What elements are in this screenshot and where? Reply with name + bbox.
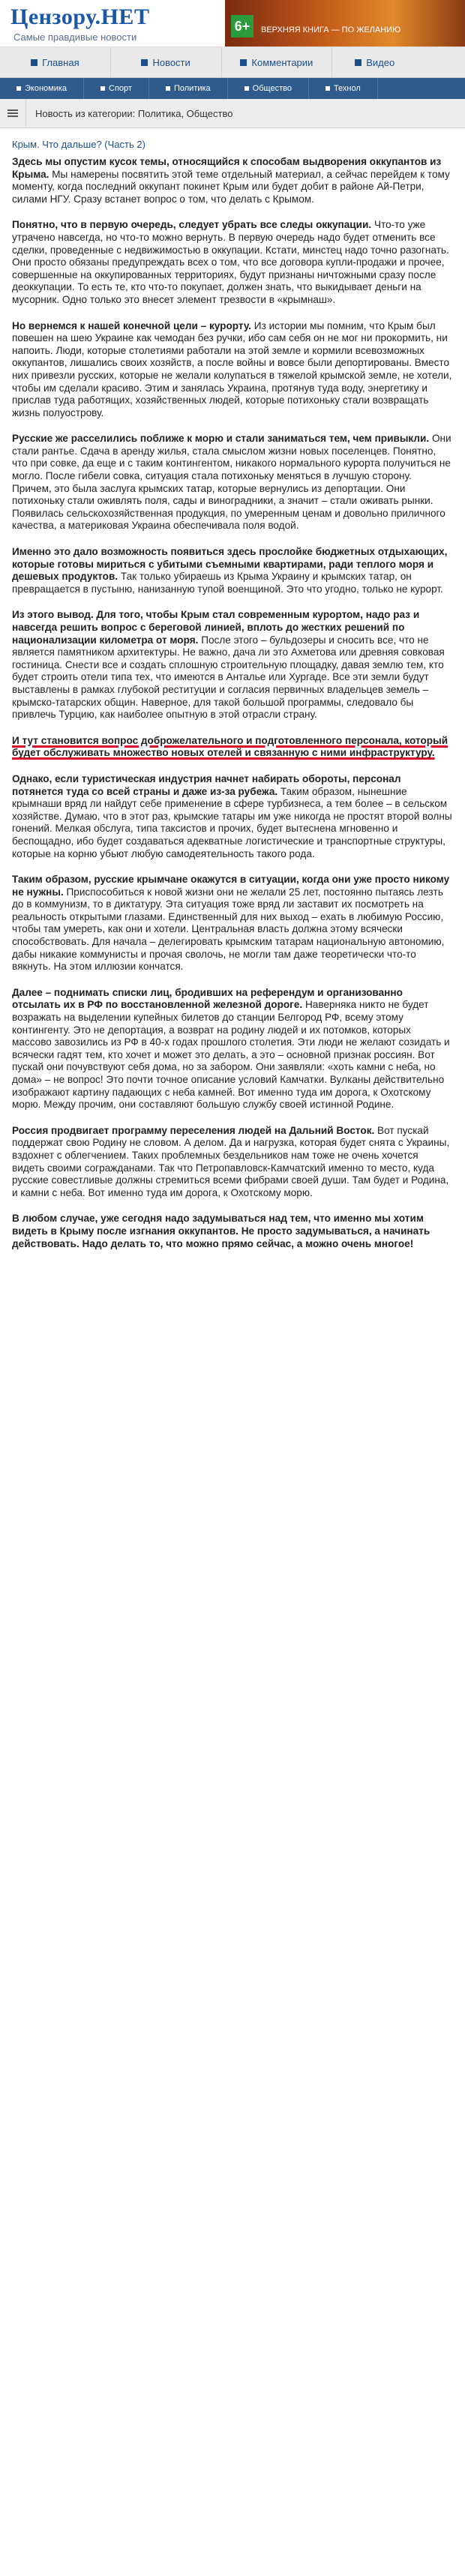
paragraph-body: После этого – бульдозеры и сносить все, что не является памятником архитектуры. Не важно, дача ли это Ахметова или древняя совковая гостиница. Снести все и создать сплошную строительную площадку, давая землю тем, кто будет строить отели типа тех, что имеются в Анталье или Хургаде. Все эти земли будут выставлены в рамках глубокой реституции и согласия первичных владельцев земель – крымско-татарских общин. Наверное, для такой большой программы, следовало бы привлечь Турцию, как наиболее опытную в этой отрасли страну. <box>12 634 445 721</box>
paragraph-lead: Россия продвигает программу переселения людей на Дальний Восток. <box>12 1124 375 1136</box>
paragraph-body: Что-то уже утрачено навсегда, но что-то можно вернуть. В первую очередь надо будет отменить все сделки, проведенные с недвижимостью в оккупации. Кстати, минстец надо точно разогнать. Они просто обязаны предупреждать всех о том, что все договора купли-продажи и прочее, совершенные на оккупированных территориях, будут признаны ничтожными сразу после деоккупации. То есть те, кто что-то покупает, должен знать, что выкидывает деньги на мусорник. Одно только это внесет элемент трезвости в «крымнаш». <box>12 219 449 305</box>
nav-label: Новости <box>152 56 190 68</box>
subnav-item-tech[interactable] <box>309 78 378 99</box>
paragraph-body: Мы намерены посвятить этой теме отдельный материал, а сейчас перейдем к тому моменту, когда последний оккупант покинет Крым или будет добит в районе Ай-Петри, силами НГУ. Сразу встанет вопрос о том, что делать с Крымом. <box>12 168 450 205</box>
paragraph-lead: Но вернемся к нашей конечной цели – курорту. <box>12 319 252 331</box>
article-paragraph <box>12 773 453 860</box>
paragraph-lead: Понятно, что в первую очередь, следует убрать все следы оккупации. <box>12 219 372 231</box>
nav-home[interactable] <box>0 47 111 77</box>
paragraph-lead: И тут становится вопрос доброжелательного и подготовленного персонала, который будет обслуживать множество новых отелей и связанную с ними инфраструктуру. <box>12 734 448 759</box>
article-paragraph <box>12 546 453 595</box>
article-paragraph-highlighted <box>12 735 453 760</box>
article-paragraph <box>12 987 453 1111</box>
bullet-icon <box>166 86 170 91</box>
paragraph-body: Из истории мы помним, что Крым был повешен на шею Украине как чемодан без ручки, ибо сам себя он не мог ни прокормить, ни напоить. Люди, которые столетиями работали на этой земле и кормили всевозможных оккупантов, лишались своих хозяйств, а после войны и вовсе были депортированы. Вместо них привезли русских, которые не желали колупаться в тяжелой крымской земле, не хотели, чтобы им сделали красиво. Этим и занялась Украина, протянув туда воду, энергетику и прислав туда работящих, хозяйственных людей, которые потихоньку стали возвращать жизнь полуострову. <box>12 319 452 418</box>
subnav-label: Политика <box>173 84 211 93</box>
paragraph-lead: Однако, если туристическая индустрия начнет набирать обороты, персонал потянется туда со всей страны и даже из-за рубежа. <box>12 772 401 797</box>
video-icon <box>355 59 362 66</box>
subnav-item-economy[interactable] <box>0 78 84 99</box>
paragraph-lead: Далее – поднимать списки лиц, бродивших на референдум и организованно отсылать их в РФ по восстановленной железной дороге. <box>12 986 403 1011</box>
paragraph-body: Наверняка никто не будет возражать на выделении купейных билетов до станции Белгород РФ, всему этому контингенту. Это не депортация, а возврат на родину людей и их потомков, которых массово завозились из РФ в 40-х годах прошлого столетия. Эти люди не желают созидать и всячески гадят тем, кто хочет и может это делать, а это – основной признак россиян. Вот пускай они почувствуют себя дома, но за забором. Они заявляли: «хоть камни с неба, но дома» – не вопрос! Это почти точное описание условий Камчатки. Вулканы действительно изображают картину падающих с неба камней. Вот именно туда им дорога, к Охотскому морю. Между прочим, они составляют большую службу своей истинной Родине. <box>12 999 450 1111</box>
paragraph-lead: Таким образом, русские крымчане окажутся в ситуации, когда они уже просто никому не нужны. <box>12 874 450 898</box>
subnav-label: Спорт <box>109 84 132 93</box>
article-paragraph <box>12 1125 453 1200</box>
article-paragraph <box>12 433 453 532</box>
paragraph-body: Таким образом, нынешние крымнаши вряд ли найдут себе применение в сфере турбизнеса, а тем более – в сельском хозяйстве. Думаю, что в этот раз, крымские татары им уже никогда не простят второй волны гонений. Мелкая обслуга, типа таксистов и прочих, будет вытеснена мгновенно и беспощадно, ибо будет создаваться адекватные логистические и транспортные структуры, которые на корню убьют любую самодеятельность такого рода. <box>12 785 452 859</box>
paragraph-body: Вот пускай поддержат свою Родину не словом. А делом. Да и нагрузка, которая будет снята с Украины, вздохнет с облегчением. Таких проблемных бездельников нам тоже не очень хочется видеть своими согражданами. Так что Петропавловск-Камчатский именно то место, куда русские совестливые должны стремиться всеми фибрами своей души. Там будет и Родина, и камни с неба. Вот именно туда им дорога, к Охотскому морю. <box>12 1124 450 1198</box>
paragraph-lead: Из этого вывод. Для того, чтобы Крым стал современным курортом, надо раз и навсегда решить вопрос с береговой линией, вплоть до жестких решений по национализации километра от моря. <box>12 609 420 646</box>
menu-icon[interactable] <box>0 99 26 127</box>
article-paragraph <box>12 874 453 973</box>
nav-video[interactable] <box>332 47 465 77</box>
paragraph-lead: Именно это дало возможность появиться здесь прослойке бюджетных отдыхающих, которые готовы мириться с убитыми съемными квартирами, ради теплого моря и дешевых продуктов. <box>12 546 448 583</box>
site-header <box>0 0 465 47</box>
news-icon <box>141 59 148 66</box>
subnav-label: Экономика <box>25 84 68 93</box>
nav-label: Комментарии <box>251 56 314 68</box>
sub-nav <box>0 78 465 99</box>
age-rating-badge: 6+ <box>231 15 254 37</box>
paragraph-body: Так только убираешь из Крыма Украину и крымских татар, он превращается в пустыню, нанизанную тупой военщиной. Это что угодно, только не курорт. <box>12 571 443 595</box>
article-paragraph <box>12 1213 453 1250</box>
comments-icon <box>240 59 247 66</box>
article-paragraph <box>12 320 453 420</box>
paragraph-lead: Русские же расселились поближе к морю и стали заниматься тем, чем привыкли. <box>12 433 430 445</box>
bullet-icon <box>100 86 105 91</box>
paragraph-lead: В любом случае, уже сегодня надо задумываться над тем, что именно мы хотим видеть в Крыму после изгнания оккупантов. Не просто задумываться, а начинать действовать. Надо делать то, что можно прямо сейчас, а можно очень многое! <box>12 1213 430 1249</box>
nav-label: Видео <box>366 56 395 68</box>
nav-label: Главная <box>42 56 80 68</box>
subnav-label: Технол <box>333 84 361 93</box>
nav-comments[interactable] <box>222 47 333 77</box>
nav-news[interactable] <box>111 47 222 77</box>
article-paragraph <box>12 219 453 306</box>
site-slogan: Самые правдивые новости <box>14 31 137 43</box>
subnav-item-sport[interactable] <box>84 78 149 99</box>
ad-banner[interactable] <box>225 0 465 46</box>
breadcrumb[interactable]: Крым. Что дальше? (Часть 2) <box>12 139 146 150</box>
article-paragraph <box>12 156 453 205</box>
site-logo[interactable]: Цензору.НЕТ <box>10 4 150 29</box>
banner-text: ВЕРХНЯЯ КНИГА — ПО ЖЕЛАНИЮ <box>261 25 401 34</box>
bullet-icon <box>326 86 330 91</box>
bullet-icon <box>244 86 249 91</box>
paragraph-body: Они стали рантье. Сдача в аренду жилья, стала смыслом жизни новых поселенцев. Понятно, что при совке, да еще и с таким контингентом, никакого нормального курорта получиться не могло. После гибели совка, ситуация стала потихоньку меняться в лучшую сторону. Причем, это была заслуга крымских татар, которые вернулись из депортации. Они потихоньку стали оживлять поля, сады и виноградники, а значит – стали оживать рынки. Появилась сельскохозяйственная продукция, по умеренным ценам и довольно приличного качества, а материковая Украина обеспечивала поля водой. <box>12 433 452 532</box>
subnav-item-society[interactable] <box>228 78 309 99</box>
category-text: Новость из категории: Политика, Общество <box>35 107 233 119</box>
subnav-item-politics[interactable] <box>149 78 228 99</box>
category-bar <box>0 99 465 128</box>
article <box>0 128 465 1250</box>
bullet-icon <box>16 86 21 91</box>
main-nav <box>0 47 465 78</box>
home-icon <box>31 59 38 66</box>
paragraph-body: Приспособиться к новой жизни они не желали 25 лет, постоянно пытаясь лезть до в коммунизм, то в диктатуру. Эта ситуация тоже вряд ли заставит их посмотреть на реальность открытыми глазами. Единственный для них выход – ехать в любимую Россию, чтобы там умереть, как они и хотели. Центральная власть должна этому всячески способствовать. Для начала – делегировать крымским татарам национальную автономию, дабы никакие коммунисты и прочая сволочь, не могли там даже теоретически что-то вякнуть. На этом иллюзии кончатся. <box>12 886 445 973</box>
article-paragraph <box>12 609 453 721</box>
subnav-label: Общество <box>252 84 292 93</box>
paragraph-lead: Здесь мы опустим кусок темы, относящийся к способам выдворения оккупантов из Крыма. <box>12 156 442 180</box>
